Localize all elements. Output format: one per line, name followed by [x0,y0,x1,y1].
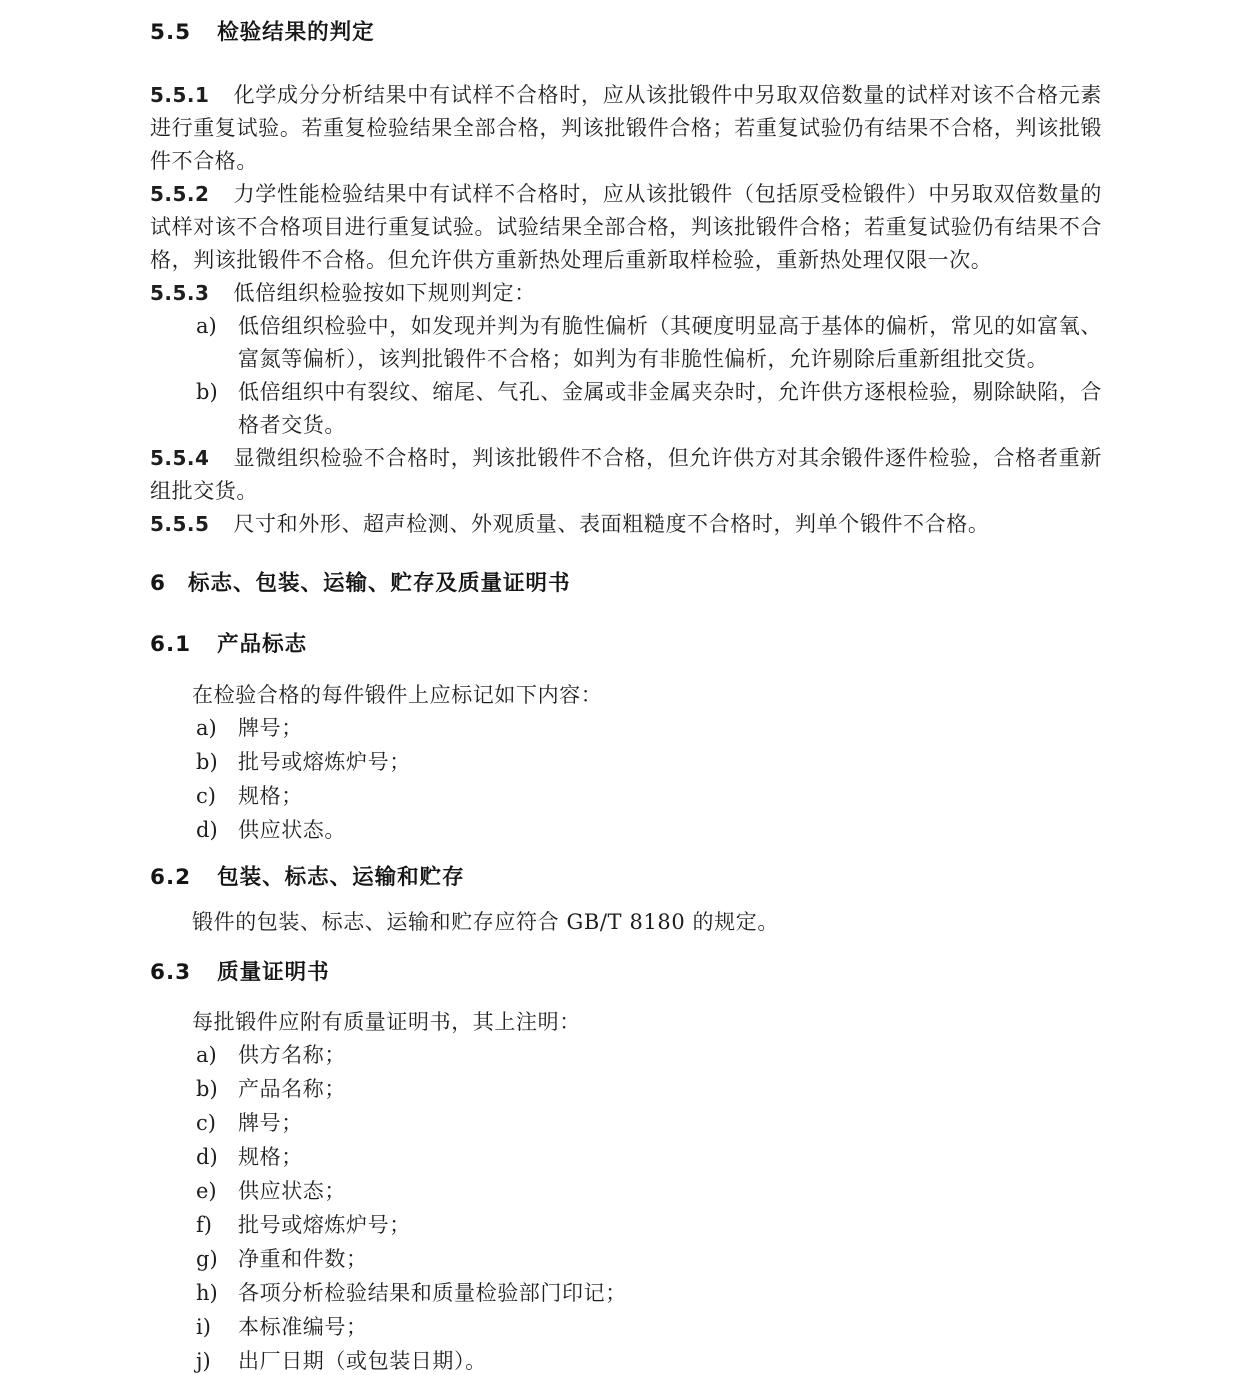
heading-6-3 [150,956,1102,989]
heading-6-3-number: 6.3 [150,960,192,985]
list-item-letter: g) [196,1247,218,1271]
list-item-6-1-b [196,746,1102,779]
clause-5-5-3-text: 低倍组织检验按如下规则判定： [233,281,536,305]
list-item-text: 规格； [238,1145,303,1169]
list-item-6-3-d [196,1141,1102,1174]
list-item-text: 供应状态。 [238,818,346,842]
clause-5-5-4 [150,442,1102,508]
heading-6-1-title: 产品标志 [217,632,308,657]
list-item-6-1-c [196,780,1102,813]
list-item-letter: e) [196,1179,217,1203]
clause-5-5-1-number: 5.5.1 [150,83,210,107]
list-item-6-1-d [196,814,1102,847]
list-6-3 [150,1039,1102,1375]
list-item-6-3-j [196,1345,1102,1375]
list-item-letter: b) [196,750,218,774]
section-5-5-body [150,79,1102,541]
list-item-text: 供方名称； [238,1043,346,1067]
list-item-text: 产品名称； [238,1077,346,1101]
clause-5-5-3-number: 5.5.3 [150,281,210,305]
list-item-letter: c) [196,784,216,808]
list-item-text: 净重和件数； [238,1247,368,1271]
list-item-5-5-3-a [196,310,1102,376]
list-6-1 [150,712,1102,847]
list-item-6-3-b [196,1073,1102,1106]
heading-6 [150,567,1102,600]
heading-6-2 [150,861,1102,894]
heading-5-5-number: 5.5 [150,20,192,45]
clause-5-5-2-number: 5.5.2 [150,182,210,206]
list-item-text: 各项分析检验结果和质量检验部门印记； [238,1281,627,1305]
para-6-3-intro: 每批锻件应附有质量证明书，其上注明： [192,1010,581,1034]
heading-6-number: 6 [150,571,166,596]
list-item-text: 出厂日期（或包装日期）。 [238,1349,487,1373]
list-item-letter: d) [196,818,218,842]
list-item-letter: a) [196,314,217,338]
list-item-letter: a) [196,716,217,740]
heading-6-3-title: 质量证明书 [217,960,330,985]
list-item-letter: i) [196,1315,211,1339]
list-item-6-1-a [196,712,1102,745]
clause-5-5-2 [150,178,1102,277]
list-item-text: 本标准编号； [238,1315,368,1339]
heading-5-5 [150,16,1102,49]
list-item-text: 牌号； [238,716,303,740]
heading-6-2-number: 6.2 [150,865,192,890]
clause-5-5-4-number: 5.5.4 [150,446,210,470]
para-6-1-intro: 在检验合格的每件锻件上应标记如下内容： [192,683,603,707]
clause-5-5-5-text: 尺寸和外形、超声检测、外观质量、表面粗糙度不合格时，判单个锻件不合格。 [233,512,990,536]
list-item-letter: d) [196,1145,218,1169]
list-item-letter: f) [196,1213,212,1237]
list-item-6-3-e [196,1175,1102,1208]
list-item-letter: b) [196,380,218,404]
page-content [150,16,1102,1375]
clause-5-5-3 [150,277,1102,310]
clause-5-5-1 [150,79,1102,178]
clause-5-5-1-text: 化学成分分析结果中有试样不合格时，应从该批锻件中另取双倍数量的试样对该不合格元素进行重复试验。若重复检验结果全部合格，判该批锻件合格；若重复试验仍有结果不合格，判该批锻件不合格。 [150,83,1102,173]
list-item-5-5-3-b [196,376,1102,442]
para-6-2: 锻件的包装、标志、运输和贮存应符合 GB/T 8180 的规定。 [192,910,779,934]
list-item-text: 牌号； [238,1111,303,1135]
list-item-letter: h) [196,1281,218,1305]
list-item-letter: a) [196,1043,217,1067]
heading-6-1 [150,628,1102,661]
list-item-text: 批号或熔炼炉号； [238,750,411,774]
heading-6-2-title: 包装、标志、运输和贮存 [217,865,465,890]
list-item-letter: j) [196,1349,211,1373]
clause-5-5-5 [150,508,1102,541]
clause-5-5-4-text: 显微组织检验不合格时，判该批锻件不合格，但允许供方对其余锻件逐件检验，合格者重新组批交货。 [150,446,1102,503]
list-item-text: 批号或熔炼炉号； [238,1213,411,1237]
clause-5-5-5-number: 5.5.5 [150,512,210,536]
list-item-text: 规格； [238,784,303,808]
list-item-6-3-g [196,1243,1102,1276]
list-item-letter: c) [196,1111,216,1135]
list-item-letter: b) [196,1077,218,1101]
list-item-text: 供应状态； [238,1179,346,1203]
clause-5-5-2-text: 力学性能检验结果中有试样不合格时，应从该批锻件（包括原受检锻件）中另取双倍数量的试样对该不合格项目进行重复试验。试验结果全部合格，判该批锻件合格；若重复试验仍有结果不合格，判该批锻件不合格。但允许供方重新热处理后重新取样检验，重新热处理仅限一次。 [150,182,1102,272]
list-item-text: 低倍组织中有裂纹、缩尾、气孔、金属或非金属夹杂时，允许供方逐根检验，剔除缺陷，合格者交货。 [238,380,1102,437]
list-item-6-3-c [196,1107,1102,1140]
list-item-6-3-f [196,1209,1102,1242]
heading-6-1-number: 6.1 [150,632,192,657]
list-item-6-3-a [196,1039,1102,1072]
heading-5-5-title: 检验结果的判定 [217,20,375,45]
heading-6-title: 标志、包装、运输、贮存及质量证明书 [187,571,571,596]
list-item-6-3-h [196,1277,1102,1310]
list-item-text: 低倍组织检验中，如发现并判为有脆性偏析（其硬度明显高于基体的偏析，常见的如富氧、富氮等偏析），该判批锻件不合格；如判为有非脆性偏析，允许剔除后重新组批交货。 [238,314,1102,371]
list-item-6-3-i [196,1311,1102,1344]
